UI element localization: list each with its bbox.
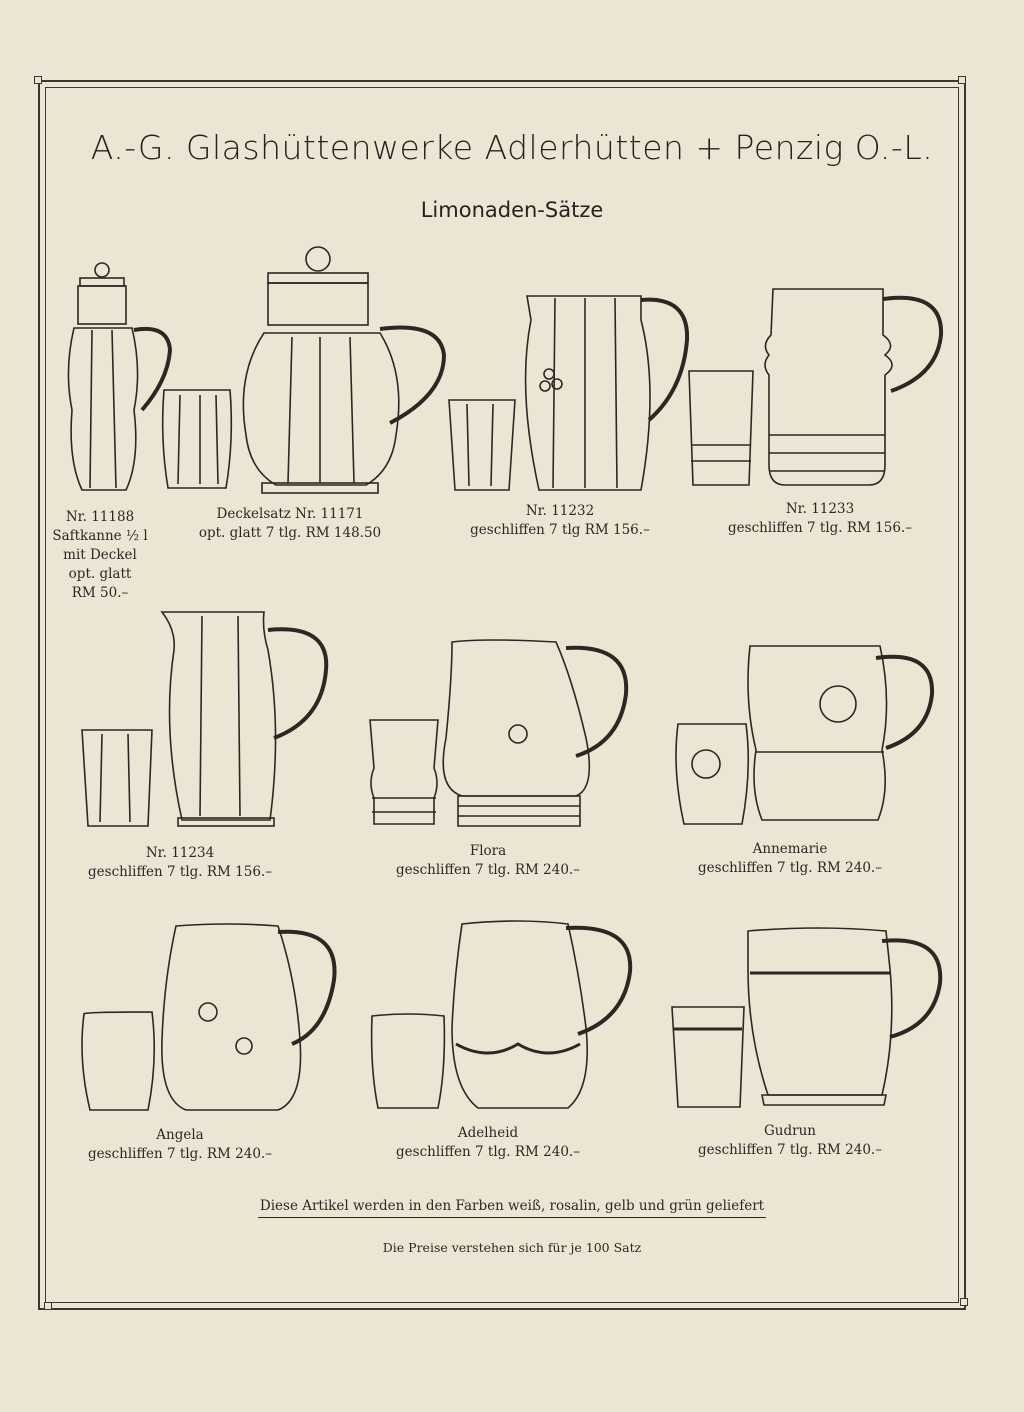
border-corner [34,76,42,84]
caption-11234: Nr. 11234 geschliffen 7 tlg. RM 156.– [88,845,272,880]
set-11188-illustration [60,260,240,495]
colors-note: Diese Artikel werden in den Farben weiß, rosalin, gelb und grün geliefert [0,1198,1024,1218]
caption-11233: Nr. 11233 geschliffen 7 tlg. RM 156.– [728,501,912,536]
set-annemarie-illustration [670,640,945,830]
price-note: Die Preise verstehen sich für je 100 Satz [382,1240,642,1255]
caption-annemarie: Annemarie geschliffen 7 tlg. RM 240.– [698,841,882,876]
caption-gudrun: Gudrun geschliffen 7 tlg. RM 240.– [698,1123,882,1158]
caption-angela: Angela geschliffen 7 tlg. RM 240.– [88,1127,272,1162]
set-gudrun-illustration [668,925,948,1115]
caption-11188: Nr. 11188 Saftkanne ½ l mit Deckel opt. glatt RM 50.– [52,509,148,601]
page-title: A.-G. Glashüttenwerke Adlerhütten + Penzig O.-L. [90,128,934,167]
set-flora-illustration [366,638,636,833]
border-corner [960,1298,968,1306]
set-11234-illustration [78,610,338,830]
set-11171-illustration [240,245,450,500]
caption-flora: Flora geschliffen 7 tlg. RM 240.– [396,843,580,878]
set-11233-illustration [685,285,950,490]
page-subtitle: Limonaden-Sätze [420,198,604,222]
set-11232-illustration [445,290,695,495]
caption-11171: Deckelsatz Nr. 11171 opt. glatt 7 tlg. RM 148.50 [198,506,382,541]
border-corner [44,1302,52,1310]
border-corner [958,76,966,84]
set-angela-illustration [78,920,343,1115]
caption-adelheid: Adelheid geschliffen 7 tlg. RM 240.– [396,1125,580,1160]
set-adelheid-illustration [368,918,638,1113]
caption-11232: Nr. 11232 geschliffen 7 tlg RM 156.– [470,503,650,538]
